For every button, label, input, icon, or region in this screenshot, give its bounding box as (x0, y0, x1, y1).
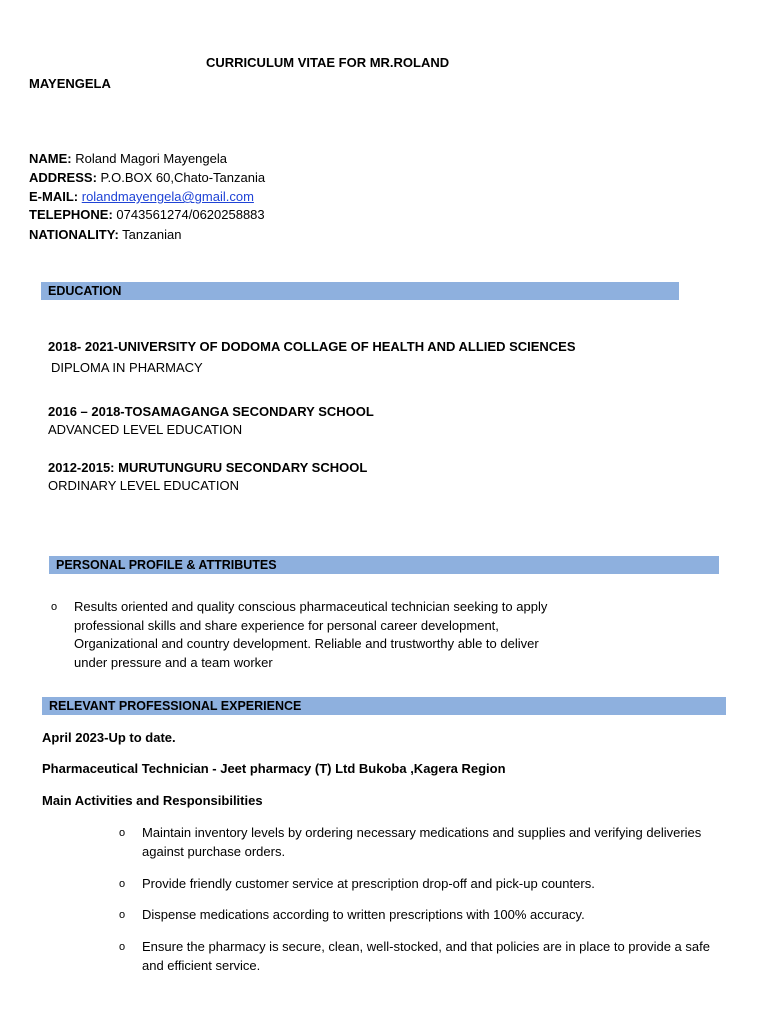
email-label: E-MAIL: (29, 189, 79, 204)
name-value: Roland Magori Mayengela (75, 151, 227, 166)
activity-item-4: Ensure the pharmacy is secure, clean, well-stocked, and that policies are in place to provide a safe and efficient service. (142, 939, 710, 973)
profile-text: Results oriented and quality conscious pharmaceutical technician seeking to apply professional skills and share experience for personal career development, Organizational and country development. Reliable and trustworthy able to deliver under pressure and a team worker (74, 599, 548, 671)
address-value: P.O.BOX 60,Chato-Tanzania (100, 170, 266, 185)
email-line (29, 188, 254, 206)
education-section-header (41, 282, 679, 300)
name-label: NAME: (29, 151, 72, 166)
activity-bullet: o (119, 941, 126, 953)
experience-section-header (42, 697, 726, 715)
education-section-title: EDUCATION (48, 284, 122, 298)
telephone-label: TELEPHONE: (29, 207, 113, 222)
name-line (29, 150, 227, 168)
activities-heading: Main Activities and Responsibilities (42, 793, 263, 808)
experience-period: April 2023-Up to date. (42, 730, 176, 745)
telephone-value: 0743561274/0620258883 (116, 207, 265, 222)
education-heading-2: 2016 – 2018-TOSAMAGANGA SECONDARY SCHOOL (48, 404, 374, 419)
education-detail-3: ORDINARY LEVEL EDUCATION (48, 478, 239, 493)
experience-role: Pharmaceutical Technician - Jeet pharmacy (T) Ltd Bukoba ,Kagera Region (42, 761, 506, 776)
document-title: CURRICULUM VITAE FOR MR.ROLAND (206, 55, 450, 70)
education-detail-2: ADVANCED LEVEL EDUCATION (48, 422, 243, 437)
email-link[interactable]: rolandmayengela@gmail.com (81, 189, 254, 204)
activity-item-1: Maintain inventory levels by ordering necessary medications and supplies and verifying deliveries against purchase orders. (142, 825, 702, 859)
profile-section-title: PERSONAL PROFILE & ATTRIBUTES (56, 558, 277, 572)
document-title-continued: MAYENGELA (29, 76, 111, 91)
education-heading-1: 2018- 2021-UNIVERSITY OF DODOMA COLLAGE OF HEALTH AND ALLIED SCIENCES (48, 339, 576, 354)
activity-bullet: o (119, 827, 126, 839)
address-label: ADDRESS: (29, 170, 97, 185)
telephone-line (29, 206, 265, 224)
activity-item-2: Provide friendly customer service at prescription drop-off and pick-up counters. (142, 876, 595, 891)
activity-bullet: o (119, 878, 126, 890)
profile-section-header (49, 556, 719, 574)
activity-bullet: o (119, 909, 126, 921)
education-detail-1: DIPLOMA IN PHARMACY (51, 360, 203, 375)
activity-item-3: Dispense medications according to written prescriptions with 100% accuracy. (142, 907, 585, 922)
address-line (29, 169, 265, 187)
experience-section-title: RELEVANT PROFESSIONAL EXPERIENCE (49, 699, 302, 713)
profile-bullet: o (51, 601, 58, 613)
nationality-value: Tanzanian (122, 227, 182, 242)
education-heading-3: 2012-2015: MURUTUNGURU SECONDARY SCHOOL (48, 460, 368, 475)
nationality-label: NATIONALITY: (29, 227, 119, 242)
nationality-line (29, 226, 181, 244)
